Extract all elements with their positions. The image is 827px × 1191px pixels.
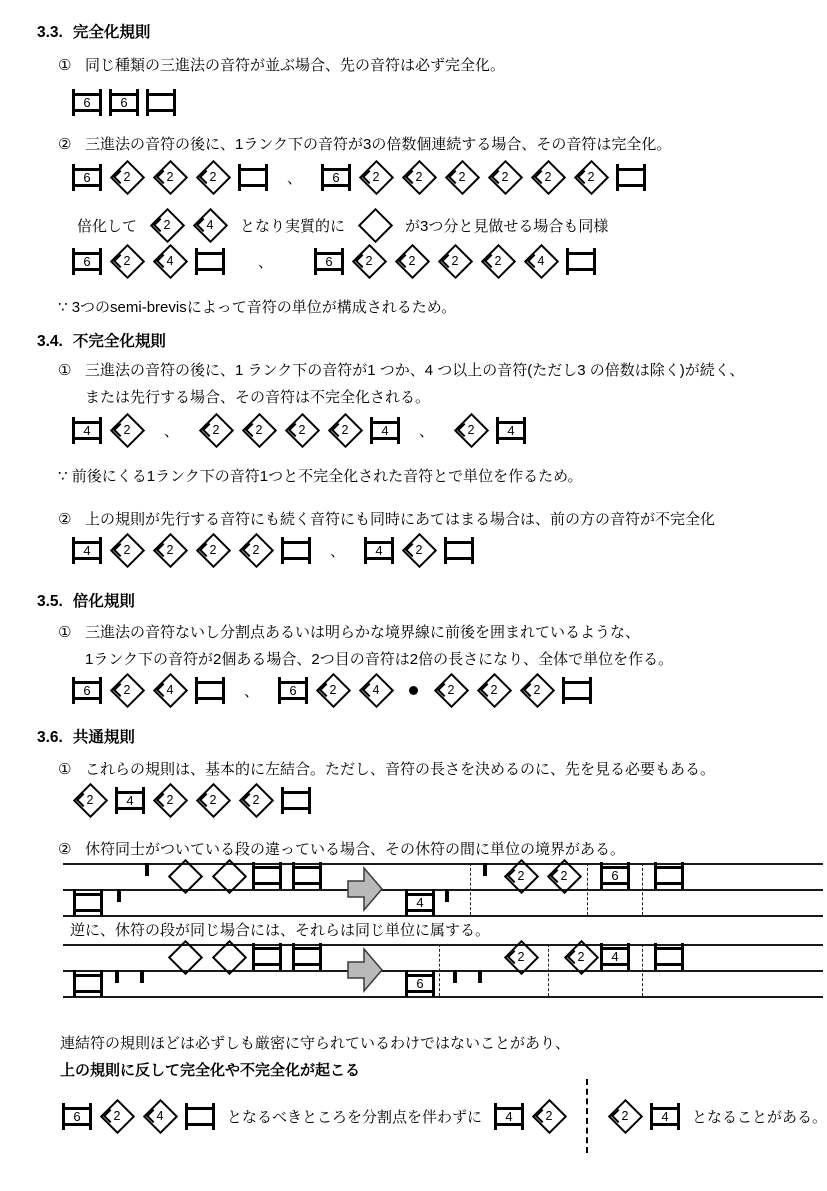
note-stroke	[75, 909, 101, 912]
semibrevis-note	[192, 207, 228, 243]
note-value: 2	[533, 682, 541, 697]
brevis-note-plain	[654, 862, 684, 889]
note-stroke	[75, 990, 101, 993]
because-note: ∵ 前後にくる1ランク下の音符1つと不完全化された音符とで単位を作るため。	[58, 468, 583, 485]
note-value: 4	[537, 253, 545, 268]
rest-tick	[478, 970, 482, 983]
note-value: 2	[329, 682, 337, 697]
brevis-rest-note	[494, 1103, 524, 1130]
note-value: 6	[416, 976, 424, 991]
note-value: 2	[490, 682, 498, 697]
note-value: 6	[83, 94, 91, 110]
inline-text: となることがある。	[692, 1108, 827, 1126]
rule-item-3-4-1	[58, 357, 827, 411]
diamond-outline	[358, 208, 393, 243]
rule-item-3-5-1	[58, 619, 827, 673]
note-value: 4	[661, 1108, 669, 1124]
note-stroke	[446, 541, 472, 544]
brevis-rest-note	[600, 943, 630, 970]
brevis-rest-note	[72, 537, 102, 564]
semibrevis-note	[444, 159, 480, 195]
staff-line	[63, 996, 823, 998]
brevis-rest-note	[496, 417, 526, 444]
note-value: 2	[467, 422, 475, 437]
note-stroke	[283, 557, 309, 560]
brevis-note-plain	[252, 862, 282, 889]
semibrevis-note	[351, 243, 387, 279]
note-value: 2	[123, 682, 131, 697]
note-value: 2	[517, 949, 525, 964]
semibrevis-note	[437, 243, 473, 279]
notation-example-row	[72, 409, 827, 451]
note-value: 4	[206, 217, 214, 232]
diamond-outline	[212, 859, 247, 894]
semibrevis-note	[195, 159, 231, 195]
note-value: 4	[126, 792, 134, 808]
note-value: 2	[209, 169, 217, 184]
section-heading-3-5	[37, 591, 827, 613]
note-stroke	[656, 963, 682, 966]
inline-text: 倍化して	[77, 217, 138, 235]
note-stroke	[148, 93, 174, 96]
document-page	[0, 22, 827, 1191]
brevis-rest-note	[109, 89, 139, 116]
semibrevis-note	[195, 782, 231, 818]
rule-text-line2: 1ランク下の音符が2個ある場合、2つ目の音符は2倍の長さになり、全体で単位を作る。	[85, 651, 674, 668]
brevis-note-plain	[281, 537, 311, 564]
note-stroke	[294, 866, 320, 869]
note-value: 4	[507, 422, 515, 438]
section-heading-3-6	[37, 727, 827, 749]
circled-number-marker: ②	[58, 136, 72, 153]
note-stroke	[294, 882, 320, 885]
brevis-rest-note	[370, 417, 400, 444]
separator-comma: 、	[258, 253, 274, 271]
note-value: 6	[83, 169, 91, 185]
note-stroke	[294, 947, 320, 950]
semibrevis-note	[109, 532, 145, 568]
section-number: 3.5.	[37, 593, 63, 610]
note-value: 2	[415, 169, 423, 184]
brevis-note-plain	[292, 943, 322, 970]
note-value: 2	[365, 253, 373, 268]
note-stroke	[197, 697, 223, 700]
notation-example-row-closing	[62, 1095, 827, 1137]
circled-number-marker: ①	[58, 362, 72, 379]
rule-text: 休符同士がついている段の違っている場合、その休符の間に単位の境界がある。	[85, 841, 626, 858]
rule-item-3-3-1	[58, 52, 827, 79]
semibrevis-note-plain	[167, 939, 203, 975]
notation-example-row	[72, 529, 827, 571]
semibrevis-note	[394, 243, 430, 279]
circled-number-marker: ①	[58, 57, 72, 74]
rule-item-3-3-2	[58, 131, 827, 158]
rest-tick	[445, 889, 449, 902]
unit-boundary-dashed-line	[642, 863, 643, 915]
brevis-note-plain	[566, 248, 596, 275]
note-stroke	[254, 882, 280, 885]
note-stroke	[564, 697, 590, 700]
note-value: 2	[212, 422, 220, 437]
note-stroke	[283, 541, 309, 544]
rule-text: これらの規則は、基本的に左結合。ただし、音符の長さを決めるのに、先を見る必要もある。	[85, 761, 716, 778]
semibrevis-note	[480, 243, 516, 279]
brevis-rest-note	[72, 164, 102, 191]
note-value: 4	[416, 895, 424, 910]
unit-boundary-dashed-line	[586, 1079, 588, 1153]
inline-text: が3つ分と見做せる場合も同様	[405, 217, 609, 235]
note-value: 4	[372, 682, 380, 697]
note-value: 2	[166, 792, 174, 807]
brevis-rest-note	[72, 89, 102, 116]
semibrevis-note	[109, 243, 145, 279]
semibrevis-note	[327, 412, 363, 448]
note-stroke	[75, 893, 101, 896]
note-value: 2	[86, 792, 94, 807]
note-stroke	[656, 947, 682, 950]
semibrevis-note	[573, 159, 609, 195]
semibrevis-note	[109, 672, 145, 708]
note-value: 4	[83, 422, 91, 438]
brevis-rest-note	[321, 164, 351, 191]
note-value: 6	[120, 94, 128, 110]
inline-text: となるべきところを分割点を伴わずに	[227, 1108, 483, 1126]
note-stroke	[197, 268, 223, 271]
semibrevis-note	[238, 532, 274, 568]
brevis-rest-note	[364, 537, 394, 564]
unit-boundary-dashed-line	[587, 863, 588, 915]
rule-text-line2: または先行する場合、その音符は不完全化される。	[85, 389, 431, 406]
staff-diagram-different-rest-levels	[63, 857, 823, 931]
note-stroke	[254, 947, 280, 950]
note-value: 4	[375, 542, 383, 558]
note-stroke	[618, 168, 644, 171]
rule-text-line1: 三進法の音符ないし分割点あるいは明らかな境界線に前後を囲まれているような、	[85, 624, 641, 641]
note-value: 2	[501, 169, 509, 184]
note-value: 6	[611, 868, 619, 883]
note-value: 2	[560, 868, 568, 883]
note-stroke	[254, 866, 280, 869]
note-value: 2	[209, 542, 217, 557]
semibrevis-note	[503, 858, 539, 894]
semibrevis-note-plain	[167, 858, 203, 894]
note-value: 4	[83, 542, 91, 558]
semibrevis-note	[607, 1098, 643, 1134]
unit-boundary-dashed-line	[548, 944, 549, 996]
note-value: 2	[587, 169, 595, 184]
note-value: 2	[372, 169, 380, 184]
closing-text-bold: 上の規則に反して完全化や不完全化が起こる	[60, 1062, 361, 1079]
brevis-note-plain	[654, 943, 684, 970]
note-stroke	[283, 791, 309, 794]
note-value: 2	[252, 542, 260, 557]
semibrevis-note	[358, 672, 394, 708]
semibrevis-note	[401, 159, 437, 195]
notation-example-row	[72, 779, 827, 821]
semibrevis-note	[195, 532, 231, 568]
note-value: 4	[166, 682, 174, 697]
note-value: 2	[458, 169, 466, 184]
note-stroke	[197, 681, 223, 684]
staff-diagram-same-rest-levels	[63, 938, 823, 1012]
semibrevis-note	[519, 672, 555, 708]
section-number: 3.3.	[37, 24, 63, 41]
note-stroke	[240, 168, 266, 171]
section-heading-3-3	[37, 22, 827, 44]
note-value: 2	[209, 792, 217, 807]
rule-text: 三進法の音符の後に、1ランク下の音符が3の倍数個連続する場合、その音符は完全化。	[85, 136, 672, 153]
brevis-rest-note	[72, 248, 102, 275]
circled-number-marker: ②	[58, 511, 72, 528]
circled-number-marker: ①	[58, 624, 72, 641]
brevis-rest-note	[278, 677, 308, 704]
note-stroke	[294, 963, 320, 966]
note-stroke	[564, 681, 590, 684]
semibrevis-note	[152, 672, 188, 708]
rule-text: 同じ種類の三進法の音符が並ぶ場合、先の音符は必ず完全化。	[85, 57, 506, 74]
brevis-note-plain	[73, 889, 103, 916]
note-value: 6	[325, 253, 333, 269]
semibrevis-note	[563, 939, 599, 975]
semibrevis-note	[358, 159, 394, 195]
note-value: 2	[415, 542, 423, 557]
note-value: 6	[83, 682, 91, 698]
reverse-case-text: 逆に、休符の段が同じ場合には、それらは同じ単位に属する。	[70, 922, 491, 939]
semibrevis-note	[152, 243, 188, 279]
unit-boundary-dashed-line	[439, 944, 440, 996]
note-stroke	[148, 109, 174, 112]
semibrevis-note	[99, 1098, 135, 1134]
note-stroke	[254, 963, 280, 966]
transform-arrow	[347, 866, 383, 912]
semibrevis-note	[149, 207, 185, 243]
section-heading-3-4	[37, 331, 827, 353]
note-value: 6	[73, 1108, 81, 1124]
transform-arrow	[347, 947, 383, 993]
note-stroke	[656, 866, 682, 869]
brevis-note-plain	[146, 89, 176, 116]
note-value: 2	[123, 169, 131, 184]
note-stroke	[187, 1123, 213, 1126]
brevis-rest-note	[405, 970, 435, 997]
note-value: 6	[289, 682, 297, 698]
section-title: 完全化規則	[72, 24, 151, 41]
section-title: 不完全化規則	[72, 333, 166, 350]
brevis-note-plain	[562, 677, 592, 704]
rest-tick	[117, 889, 121, 902]
rule-item-3-4-2	[58, 506, 827, 533]
rest-tick	[453, 970, 457, 983]
unit-boundary-dashed-line	[642, 944, 643, 996]
diamond-outline	[168, 859, 203, 894]
note-value: 2	[123, 542, 131, 557]
semibrevis-note	[238, 782, 274, 818]
circled-number-marker: ①	[58, 761, 72, 778]
circled-number-marker: ②	[58, 841, 72, 858]
inline-text: となり実質的に	[240, 217, 346, 235]
notation-example-row	[72, 669, 827, 711]
notation-example-row	[72, 156, 827, 198]
semibrevis-note	[433, 672, 469, 708]
note-value: 2	[451, 253, 459, 268]
because-note: ∵ 3つのsemi-brevisによって音符の単位が構成されるため。	[58, 299, 457, 316]
note-value: 4	[611, 949, 619, 964]
division-dot	[409, 686, 418, 695]
note-stroke	[197, 252, 223, 255]
closing-text: 連結符の規則ほどは必ずしも厳密に守られているわけではないことがあり、	[60, 1035, 571, 1052]
unit-boundary-dashed-line	[470, 863, 471, 915]
brevis-rest-note	[600, 862, 630, 889]
rest-tick	[140, 970, 144, 983]
brevis-note-plain	[281, 787, 311, 814]
separator-comma: 、	[419, 422, 435, 440]
semibrevis-note	[523, 243, 559, 279]
note-stroke	[446, 557, 472, 560]
brevis-note-plain	[444, 537, 474, 564]
separator-comma: 、	[330, 542, 346, 560]
rule-text: 上の規則が先行する音符にも続く音符にも同時にあてはまる場合は、前の方の音符が不完全化	[85, 511, 716, 528]
note-stroke	[618, 184, 644, 187]
note-value: 4	[166, 253, 174, 268]
note-stroke	[568, 268, 594, 271]
semibrevis-note	[546, 858, 582, 894]
notation-example-row	[72, 240, 827, 282]
rest-tick	[483, 863, 487, 876]
diamond-outline	[212, 940, 247, 975]
note-value: 2	[113, 1108, 121, 1123]
note-value: 2	[517, 868, 525, 883]
note-value: 2	[494, 253, 502, 268]
section-title: 倍化規則	[72, 593, 135, 610]
rest-tick	[145, 863, 149, 876]
brevis-rest-note	[115, 787, 145, 814]
note-value: 2	[255, 422, 263, 437]
note-stroke	[568, 252, 594, 255]
semibrevis-note	[401, 532, 437, 568]
note-value: 2	[447, 682, 455, 697]
note-value: 2	[166, 169, 174, 184]
semibrevis-note	[315, 672, 351, 708]
notation-example-row	[72, 81, 827, 123]
brevis-note-plain	[195, 248, 225, 275]
separator-comma: 、	[244, 682, 260, 700]
note-value: 2	[123, 253, 131, 268]
note-value: 6	[83, 253, 91, 269]
semibrevis-note	[142, 1098, 178, 1134]
rest-tick	[115, 970, 119, 983]
brevis-rest-note	[314, 248, 344, 275]
brevis-rest-note	[72, 417, 102, 444]
section-number: 3.6.	[37, 729, 63, 746]
semibrevis-note-plain	[357, 207, 393, 243]
brevis-rest-note	[650, 1103, 680, 1130]
brevis-note-plain	[73, 970, 103, 997]
semibrevis-note	[152, 782, 188, 818]
separator-comma: 、	[287, 169, 303, 187]
rule-item-3-6-1	[58, 756, 827, 783]
semibrevis-note	[109, 159, 145, 195]
semibrevis-note	[152, 532, 188, 568]
note-stroke	[283, 807, 309, 810]
brevis-note-plain	[195, 677, 225, 704]
brevis-rest-note	[72, 677, 102, 704]
brevis-rest-note	[62, 1103, 92, 1130]
semibrevis-note	[109, 412, 145, 448]
note-value: 2	[252, 792, 260, 807]
diamond-outline	[168, 940, 203, 975]
semibrevis-note	[152, 159, 188, 195]
note-value: 4	[156, 1108, 164, 1123]
semibrevis-note	[453, 412, 489, 448]
brevis-note-plain	[252, 943, 282, 970]
note-stroke	[187, 1107, 213, 1110]
semibrevis-note	[284, 412, 320, 448]
note-stroke	[75, 974, 101, 977]
note-value: 2	[298, 422, 306, 437]
semibrevis-note	[72, 782, 108, 818]
brevis-note-plain	[292, 862, 322, 889]
staff-line	[63, 915, 823, 917]
note-value: 2	[166, 542, 174, 557]
semibrevis-note	[531, 1098, 567, 1134]
semibrevis-note	[503, 939, 539, 975]
semibrevis-note	[198, 412, 234, 448]
note-stroke	[240, 184, 266, 187]
note-value: 6	[332, 169, 340, 185]
brevis-rest-note	[405, 889, 435, 916]
brevis-note-plain	[185, 1103, 215, 1130]
semibrevis-note	[530, 159, 566, 195]
brevis-note-plain	[616, 164, 646, 191]
semibrevis-note-plain	[211, 939, 247, 975]
note-value: 2	[408, 253, 416, 268]
note-value: 2	[163, 217, 171, 232]
semibrevis-note	[487, 159, 523, 195]
separator-comma: 、	[164, 422, 180, 440]
section-number: 3.4.	[37, 333, 63, 350]
semibrevis-note	[241, 412, 277, 448]
note-stroke	[656, 882, 682, 885]
note-value: 2	[545, 1108, 553, 1123]
note-value: 2	[577, 949, 585, 964]
semibrevis-note	[476, 672, 512, 708]
rule-text-line1: 三進法の音符の後に、1 ランク下の音符が1 つか、4 つ以上の音符(ただし3 の倍数は除く)が続く、	[85, 362, 745, 379]
note-value: 2	[621, 1108, 629, 1123]
note-value: 2	[544, 169, 552, 184]
note-value: 2	[123, 422, 131, 437]
note-value: 4	[381, 422, 389, 438]
brevis-note-plain	[238, 164, 268, 191]
note-value: 4	[505, 1108, 513, 1124]
note-value: 2	[341, 422, 349, 437]
section-title: 共通規則	[72, 729, 135, 746]
semibrevis-note-plain	[211, 858, 247, 894]
